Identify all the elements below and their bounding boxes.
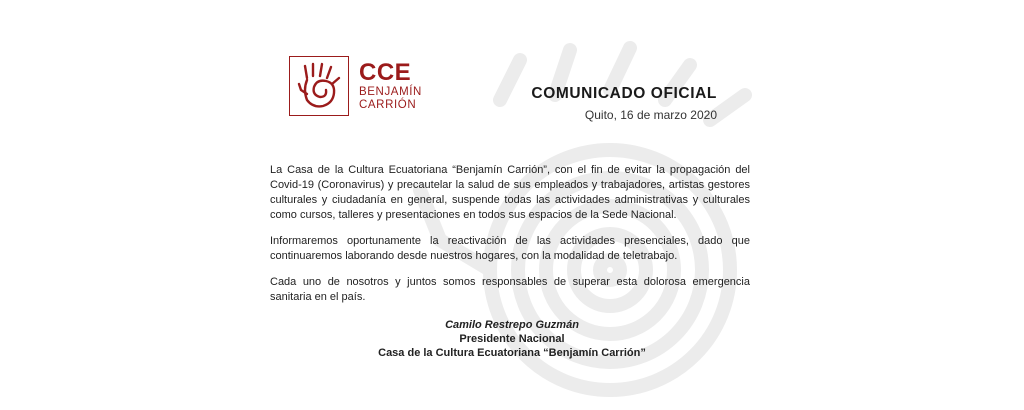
paragraph-1: La Casa de la Cultura Ecuatoriana “Benjamín Carrión”, con el fin de evitar la propagación del Covid-19 (Coronavirus) y precautelar la salud de sus empleados y trabajadores, artistas gestores culturales y ciudadanía en general, suspende todas las actividades administrativas y culturales como cursos, talleres y presentaciones en todos sus espacios de la Sede Nacional. [270, 164, 750, 221]
signatory-name: Camilo Restrepo Guzmán [445, 319, 579, 331]
communique-heading [531, 85, 717, 122]
cce-logo [289, 56, 422, 116]
page-title: COMUNICADO OFICIAL [531, 85, 717, 102]
paragraph-2: Informaremos oportunamente la reactivación de las actividades presenciales, dado que continuaremos laborando desde nuestros hogares, con la modalidad de teletrabajo. [270, 235, 750, 262]
logo-line-2: CARRIÓN [359, 99, 417, 111]
signature-block [0, 318, 1024, 360]
hand-spiral-logo-icon [289, 56, 349, 116]
logo-acronym: CCE [359, 58, 412, 86]
communique-date: Quito, 16 de marzo 2020 [584, 108, 717, 122]
communique-body [270, 163, 750, 316]
paragraph-3: Cada uno de nosotros y juntos somos responsables de superar esta dolorosa emergencia sanitaria en el país. [270, 276, 750, 303]
signatory-role: Presidente Nacional [459, 333, 565, 345]
signatory-organization: Casa de la Cultura Ecuatoriana “Benjamín Carrión” [378, 347, 646, 359]
logo-line-1: BENJAMÍN [359, 85, 422, 98]
